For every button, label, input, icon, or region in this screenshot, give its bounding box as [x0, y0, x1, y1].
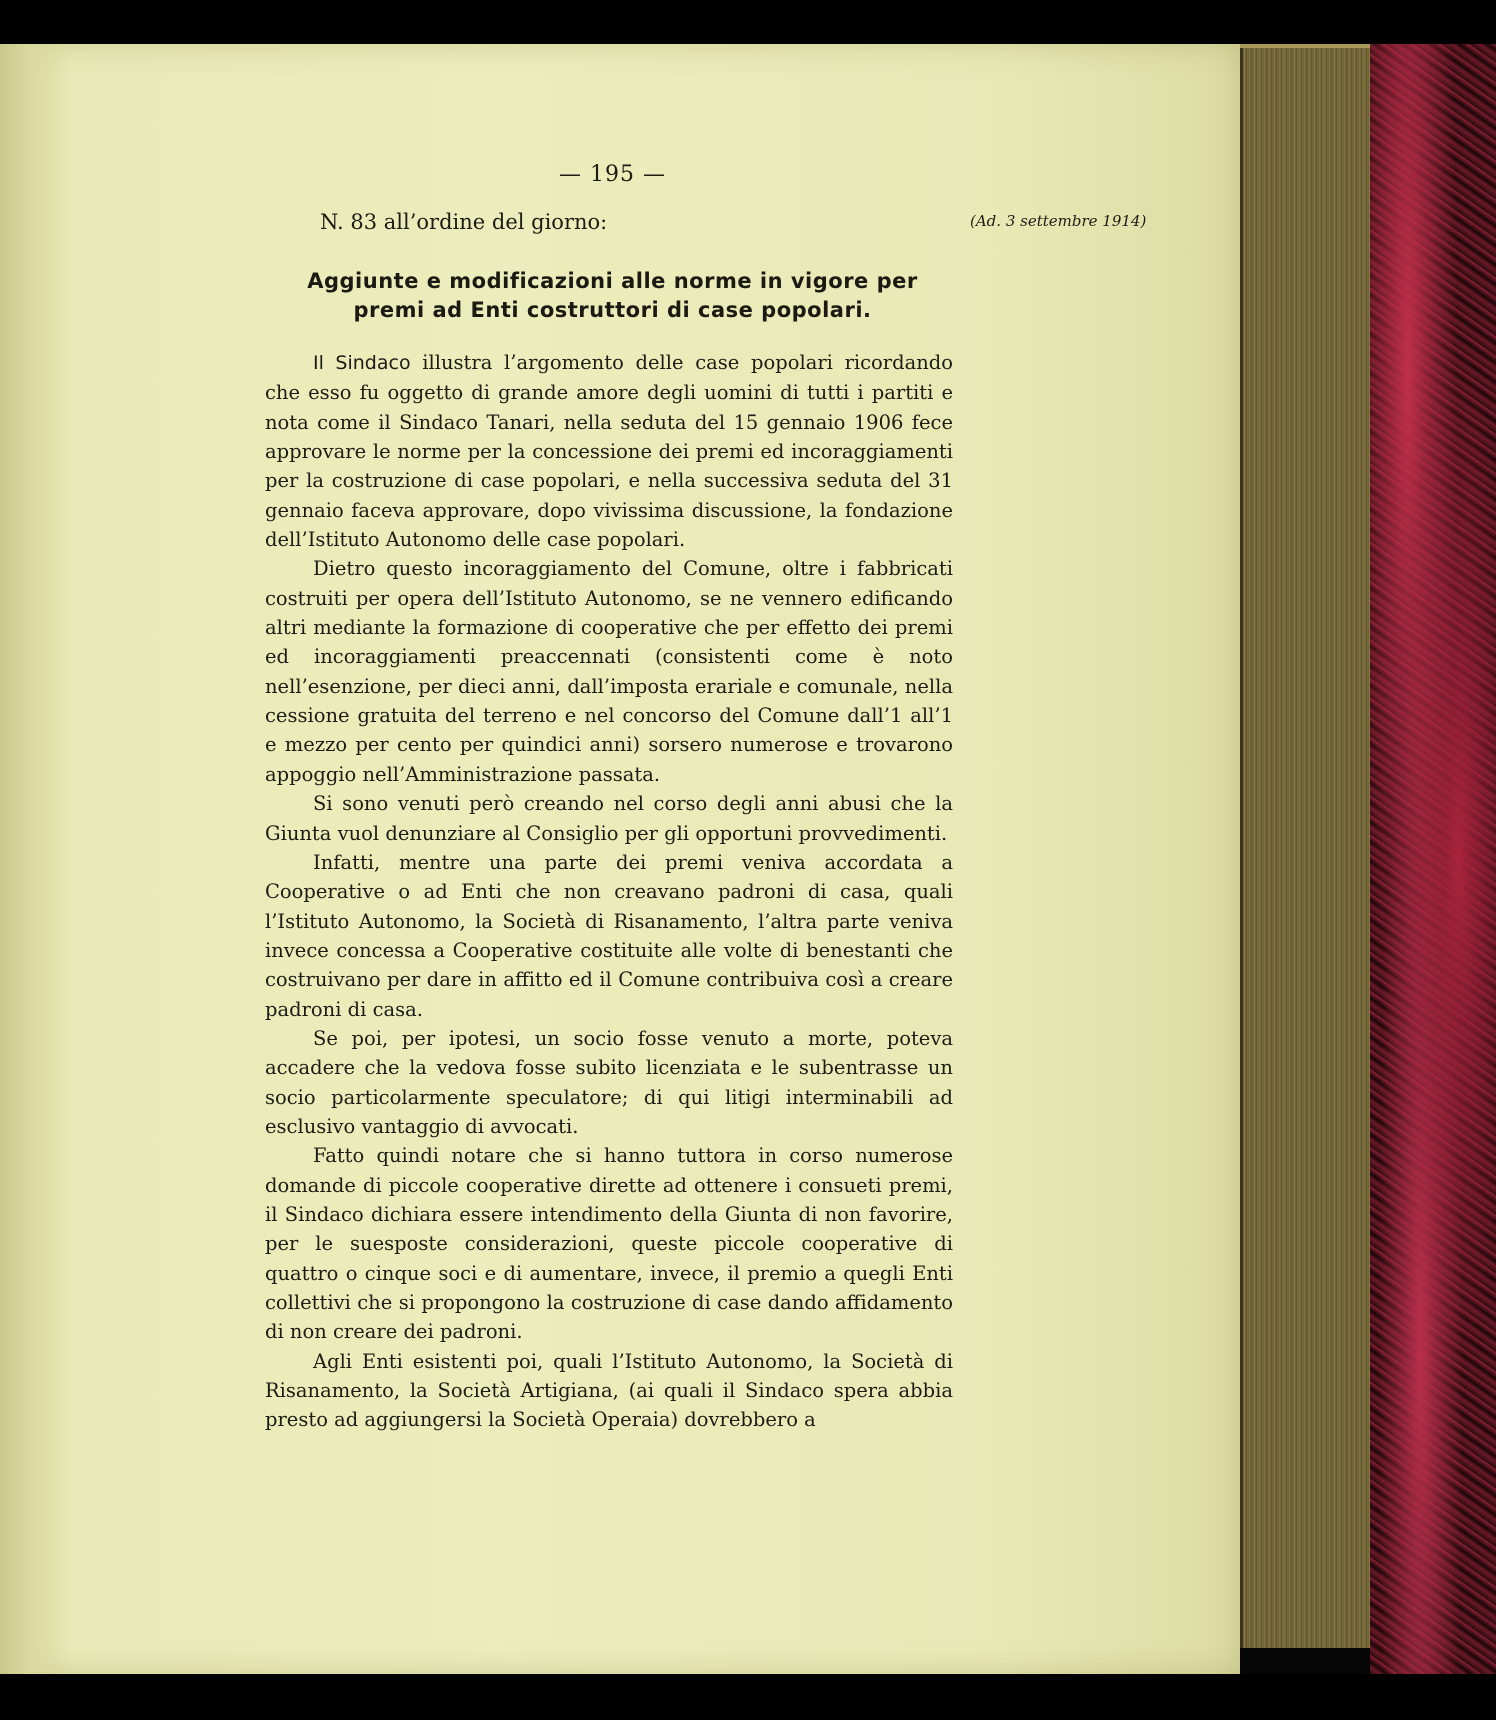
paragraph: Fatto quindi notare che si hanno tuttora in corso numerose domande di piccole cooperative dirette ad ottenere i consueti premi, il Sindaco dichiara essere intendimento della Giunta di non favorire, per le suesposte considerazioni, queste piccole cooperative di quattro o cinque soci e di aumentare, invece, il premio a quegli Enti collettivi che si propongono la costruzione di case dando affidamento di non creare dei padroni.: [265, 1144, 953, 1344]
paragraph: Se poi, per ipotesi, un socio fosse venuto a morte, poteva accadere che la vedova fosse subito licenziata e le subentrasse un socio particolarmente speculatore; di qui litigi interminabili ad esclusivo vantaggio di avvocati.: [265, 1026, 953, 1138]
paragraph: Dietro questo incoraggiamento del Comune, oltre i fabbricati costruiti per opera dell’Istituto Autonomo, se ne vennero edificando altri mediante la formazione di cooperative che per effetto dei premi ed incoraggiamenti preaccennati (consistenti come è noto nell’esenzione, per dieci anni, dall’imposta erariale e comunale, nella cessione gratuita del terreno e nel concorso del Comune dall’1 all’1 e mezzo per cento per quindici anni) sorsero numerose e trovarono appoggio nell’Amministrazione passata.: [265, 557, 953, 786]
agenda-item: N. 83 all’ordine del giorno:: [320, 210, 608, 234]
paragraph: Si sono venuti però creando nel corso degli anni abusi che la Giunta vuol denunziare al Consiglio per gli opportuni provvedimenti.: [265, 792, 953, 845]
paragraph: Agli Enti esistenti poi, quali l’Istituto Autonomo, la Società di Risanamento, la Società Artigiana, (ai quali il Sindaco spera abbia presto ad aggiungersi la Società Operaia) dovrebbero a: [265, 1349, 953, 1432]
heading-line: Aggiunte e modificazioni alle norme in vigore per: [307, 269, 918, 293]
date-note: (Ad. 3 settembre 1914): [970, 212, 1147, 230]
section-heading: [265, 267, 960, 325]
scan-top-border: [0, 0, 1496, 45]
heading-line: premi ad Enti costruttori di case popolari.: [353, 298, 872, 322]
body-text: [265, 348, 953, 1435]
paragraph: Infatti, mentre una parte dei premi veniva accordata a Cooperative o ad Enti che non creavano padroni di casa, quali l’Istituto Autonomo, la Società di Risanamento, l’altra parte veniva invece concessa a Cooperative costituite alle volte di benestanti che costruivano per dare in affitto ed il Comune contribuiva così a creare padroni di casa.: [265, 850, 953, 1021]
scan-bottom-border: [0, 1674, 1496, 1720]
paragraph: [265, 348, 953, 554]
marbled-cover: [1370, 44, 1496, 1674]
page-number: — 195 —: [559, 162, 666, 187]
page-gutter-shadow: [0, 44, 70, 1674]
page-stack-edge: [1240, 48, 1373, 1648]
paragraph-text: illustra l’argomento delle case popolari ricordando che esso fu oggetto di grande amore degli uomini di tutti i partiti e nota come il Sindaco Tanari, nella seduta del 15 gennaio 1906 fece approvare le norme per la concessione dei premi ed incoraggiamenti per la costruzione di case popolari, e nella successiva seduta del 31 gennaio faceva approvare, dopo vivissima discussione, la fondazione dell’Istituto Autonomo delle case popolari.: [265, 351, 954, 552]
speaker-name: Il Sindaco: [313, 352, 411, 374]
